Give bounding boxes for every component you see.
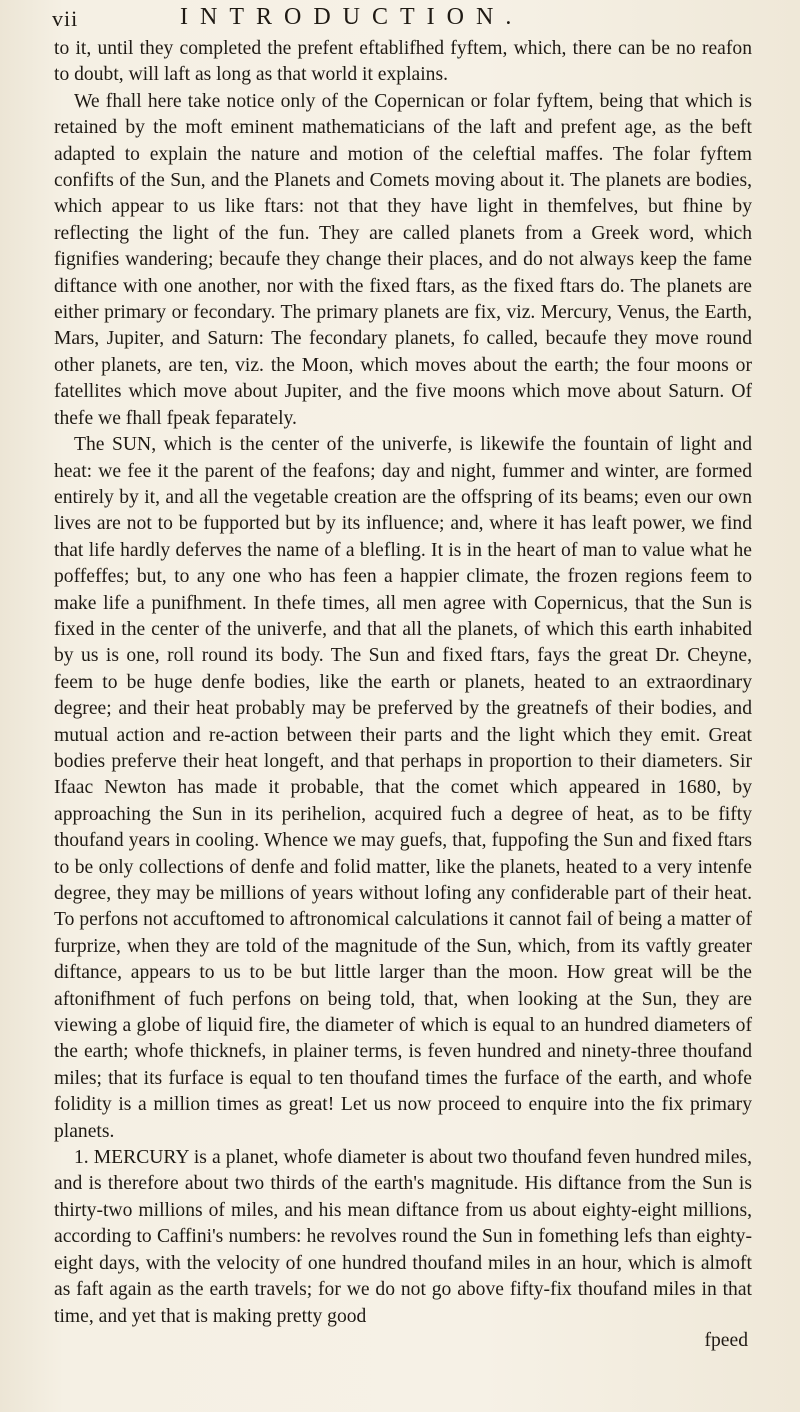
paragraph-mercury: 1. MERCURY is a planet, whofe diameter is about two thoufand feven hundred miles, and is therefore about two thirds of the earth's magnitude. His diftance from the Sun is thirty-two millions of miles, and his mean diftance from us about eighty-eight millions, according to Caffini's numbers: he revolves round the Sun in fomething lefs than eighty-eight days, with the velocity of one hundred thoufand miles in an hour, which is almoft as faft again as the earth travels; for we do not go above fifty-fix thoufand miles in that time, and yet that is making pretty good [54, 1147, 752, 1327]
paragraph-sun: The SUN, which is the center of the univerfe, is likewife the fountain of light and heat: we fee it the parent of the feafons; day and night, fummer and winter, are formed entirely by it, and all the vegetable creation are the offspring of its beams; even our own lives are not to be fupported but by its influence; and, where it has leaft power, we find that life hardly deferves the name of a blefling. It is in the heart of man to value what he poffeffes; but, to any one who has feen a happier climate, the frozen regions feem to make life a punifhment. In thefe times, all men agree with Copernicus, that the Sun is fixed in the center of the univerfe, and that all the planets, of which this earth inhabited by us is one, roll round its body. The Sun and fixed ftars, fays the great Dr. Cheyne, feem to be huge denfe bodies, like the earth or planets, heated to an extraordinary degree; and their heat probably may be preferved by the greatnefs of their bodies, and mutual action and re-action between their parts and the light which they emit. Great bodies preferve their heat longeft, and that perhaps in proportion to their diameters. Sir Ifaac Newton has made it probable, that the comet which appeared in 1680, by approaching the Sun in its perihelion, acquired fuch a degree of heat, as to be fifty thoufand years in cooling. Whence we may guefs, that, fuppofing the Sun and fixed ftars to be only collections of denfe and folid matter, like the planets, heated to a very intenfe degree, they may be millions of years without lofing any confiderable part of their heat. To perfons not accuftomed to aftronomical calculations it cannot fail of being a matter of furprize, when they are told of the magnitude of the Sun, which, from its vaftly greater diftance, appears to us to be but little larger than the moon. How great will be the aftonifhment of fuch perfons on being told, that, when looking at the Sun, they are viewing a globe of liquid fire, the diameter of which is equal to an hundred diameters of the earth; whofe thicknefs, in plainer terms, is feven hundred and ninety-three thoufand miles; that its furface is equal to ten thoufand times the furface of the earth, and whofe folidity is a million times as great! Let us now proceed to enquire into the fix primary planets. [54, 434, 752, 1142]
page-number: vii [52, 6, 79, 31]
paragraph-solar-system: We fhall here take notice only of the Copernican or folar fyftem, being that which is retained by the moft eminent mathematicians of the laft and prefent age, as the beft adapted to explain the nature and motion of the celeftial maffes. The folar fyftem confifts of the Sun, and the Planets and Comets moving about it. The planets are bodies, which appear to us like ftars: not that they have light in themfelves, but fhine by reflecting the light of the fun. They are called planets from a Greek word, which fignifies wandering; becaufe they change their places, and do not always keep the fame diftance with one another, nor with the fixed ftars, as the fixed ftars do. The planets are either primary or fecondary. The primary planets are fix, viz. Mercury, Venus, the Earth, Mars, Jupiter, and Saturn: The fecondary planets, fo called, becaufe they move round other planets, are ten, viz. the Moon, which moves about the earth; the four moons or fatellites which move about Jupiter, and the five moons which move about Saturn. Of thefe we fhall fpeak feparately. [54, 90, 752, 429]
body-text [54, 36, 752, 1330]
paragraph-continuation: to it, until they completed the prefent eftablifhed fyftem, which, there can be no reafon to doubt, will laft as long as that world it explains. [54, 38, 752, 86]
page-header [54, 6, 752, 36]
running-head: INTRODUCTION. [180, 4, 524, 30]
catchword: fpeed [704, 1329, 748, 1351]
